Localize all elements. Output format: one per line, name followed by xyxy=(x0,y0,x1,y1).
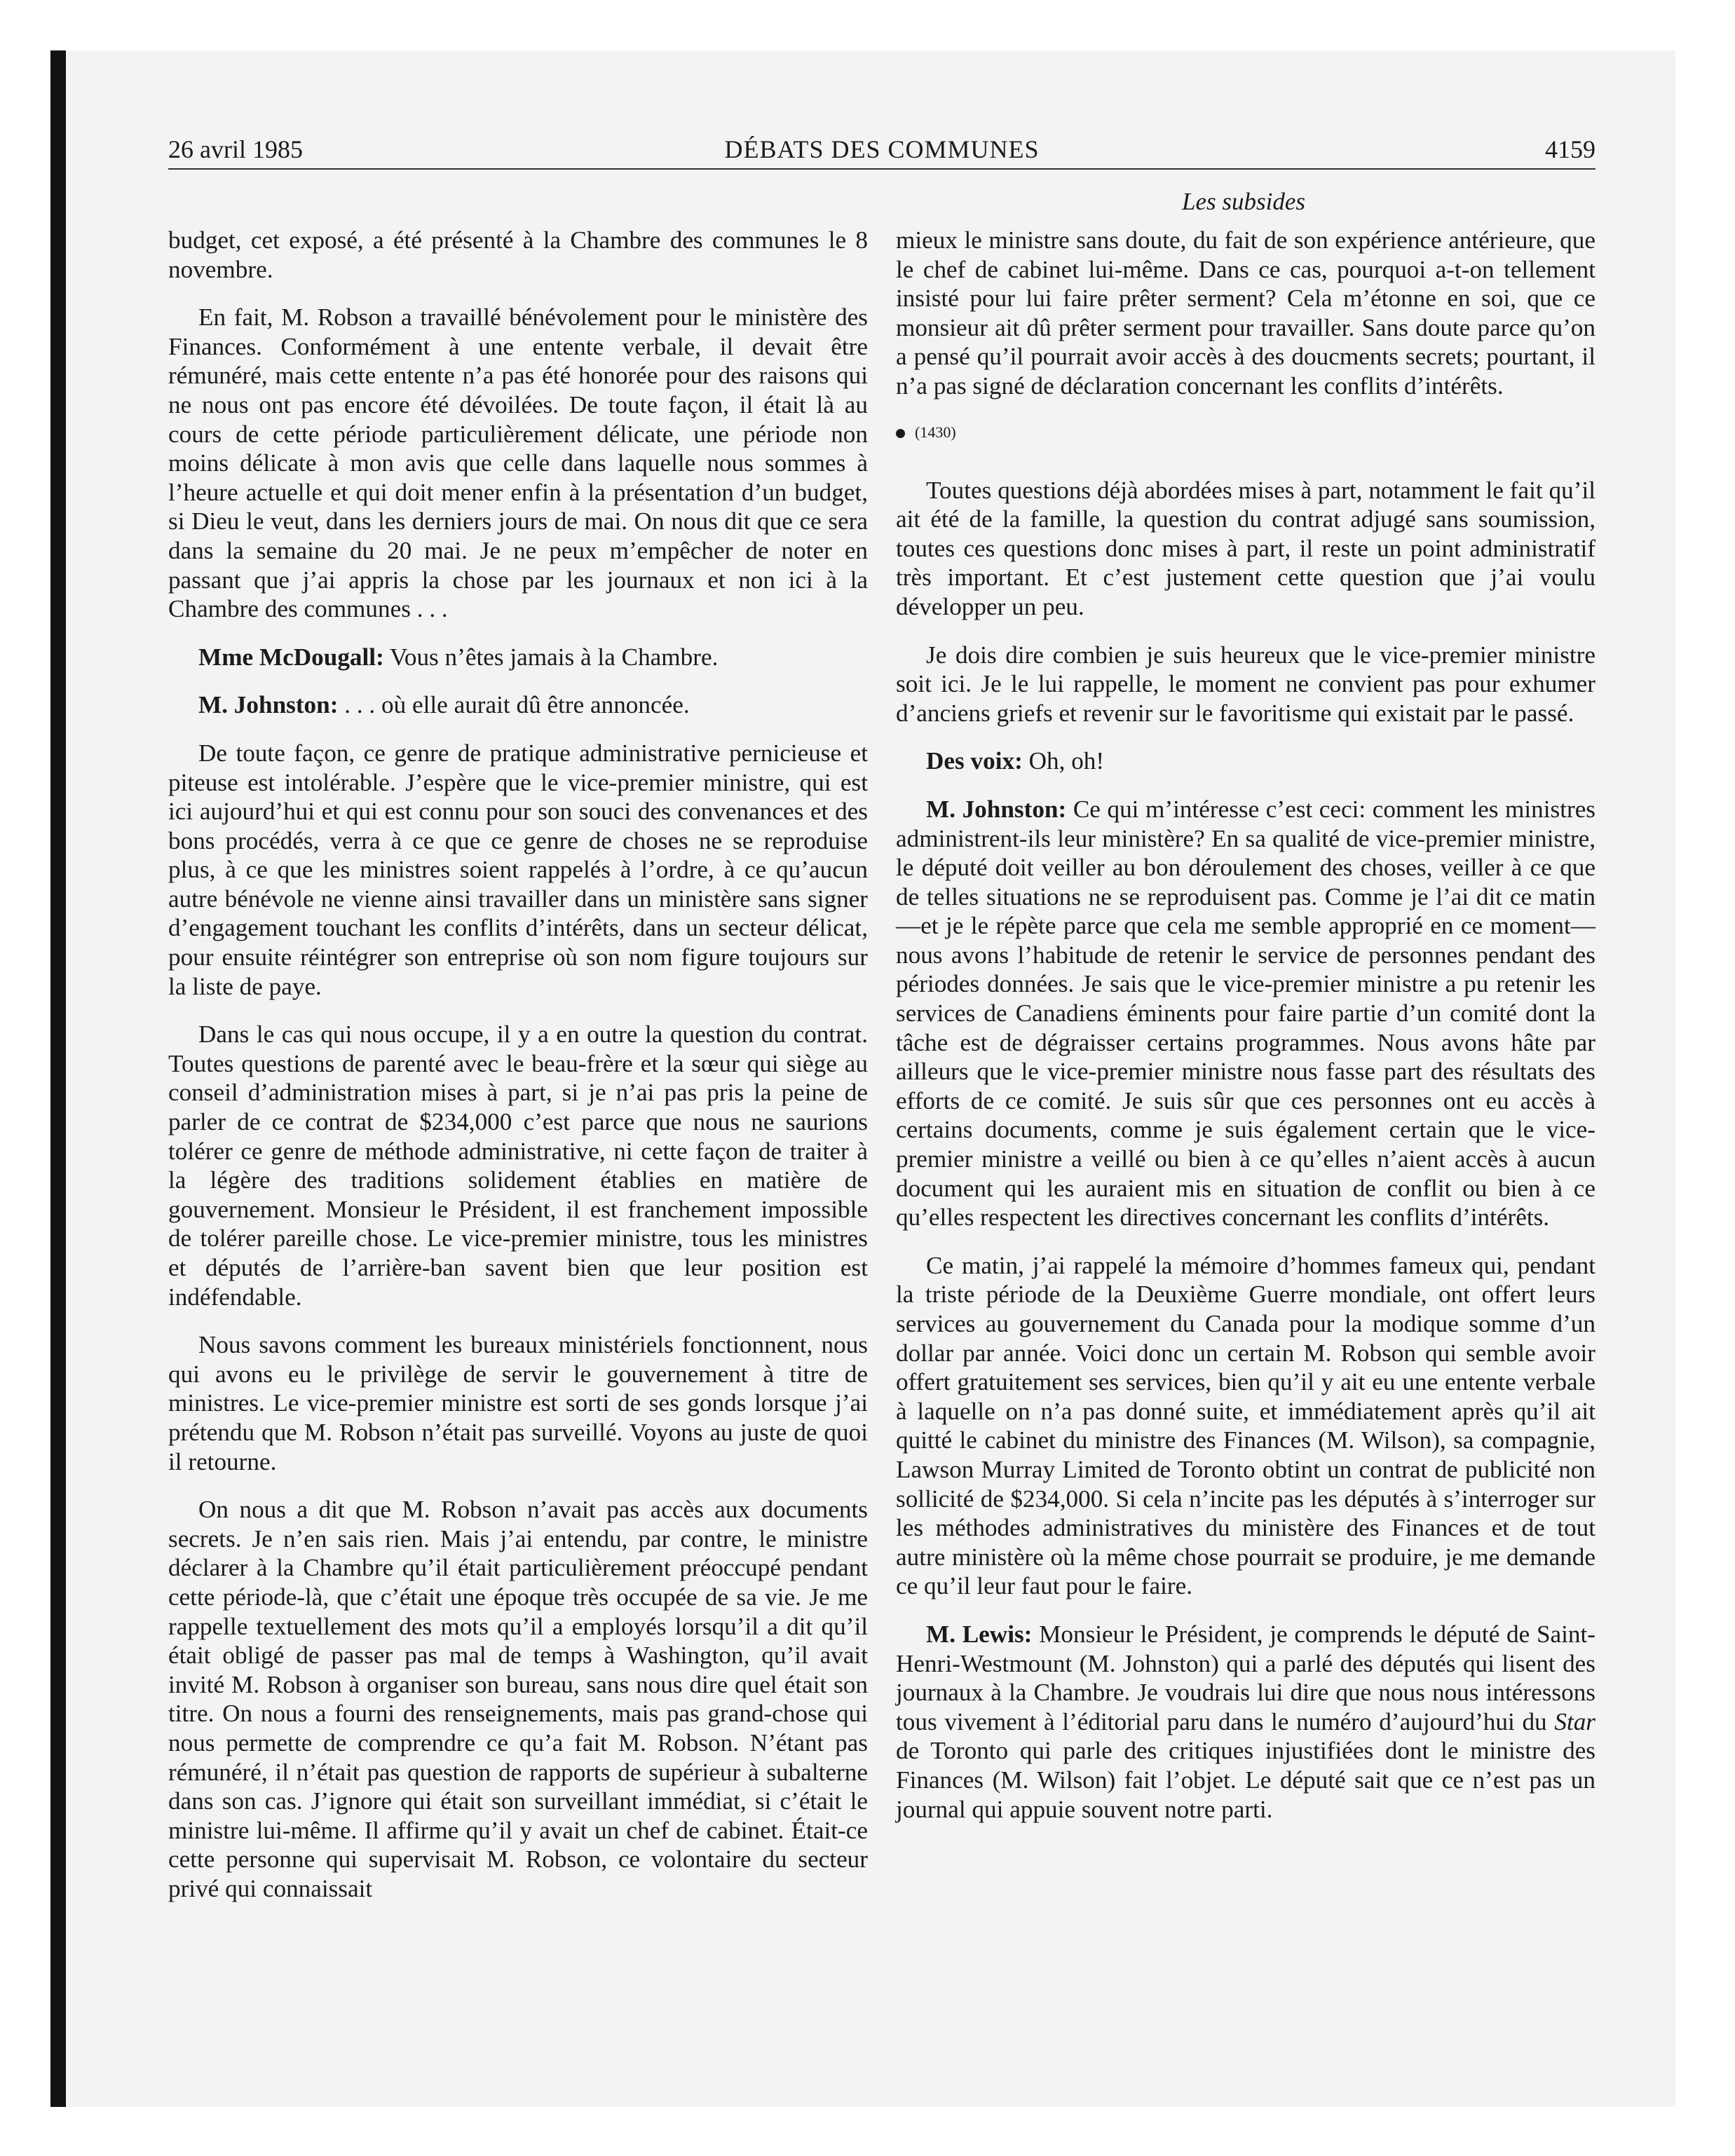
paragraph: mieux le ministre sans doute, du fait de son expérience antérieure, que le chef de cabinet lui-même. Dans ce cas, pourquoi a-t-on tellement insisté pour lui faire prêter serment? Cela m’étonne en soi, que ce monsieur ait dû prêter serment pour travailler. Sans doute parce qu’on a pensé qu’il pourrait avoir accès à des doucments secrets; pourtant, il n’a pas signé de déclaration concernant les conflits d’intérêts. xyxy=(896,226,1595,400)
speech-text: Oh, oh! xyxy=(1028,747,1105,775)
speech-paragraph xyxy=(168,690,868,720)
section-title: Les subsides xyxy=(1182,188,1305,215)
paragraph: En fait, M. Robson a travaillé bénévolement pour le ministère des Finances. Conformément à une entente verbale, il devait être rémunéré, mais cette entente n’a pas été honorée pour des raisons qui ne nous ont pas encore été dévoilées. De toute façon, il était là au cours de cette période particulièrement délicate, une période non moins délicate à mon avis que celle dans laquelle nous sommes à l’heure actuelle et qui doit mener enfin à la présentation d’un budget, si Dieu le veut, dans les derniers jours de mai. On nous dit que ce sera dans la semaine du 20 mai. Je ne peux m’empêcher de noter en passant que j’ai appris la chose par les journaux et non ici à la Chambre des communes . . . xyxy=(168,303,868,623)
paragraph: Ce matin, j’ai rappelé la mémoire d’hommes fameux qui, pendant la triste période de la Deuxième Guerre mondiale, ont offert leurs services au gouvernement du Canada pour la modique somme d’un dollar par année. Voici donc un certain M. Robson qui semble avoir offert gratuitement ses services, bien qu’il y ait eu une entente verbale à laquelle on n’a pas donné suite, et immédiatement après qu’il ait quitté le cabinet du ministre des Finances (M. Wilson), sa compagnie, Lawson Murray Limited de Toronto obtint un contrat de publicité non sollicité de $234,000. Si cela n’incite pas les députés à s’interroger sur les méthodes administratives du ministère des Finances et de tout autre ministère où la même chose pourrait se produire, je me demande ce qu’il leur faut pour le faire. xyxy=(896,1251,1595,1600)
speaker-name: Des voix: xyxy=(926,747,1023,775)
paragraph: De toute façon, ce genre de pratique administrative pernicieuse et piteuse est intolérable. J’espère que le vice-premier ministre, qui est ici aujourd’hui et qui est connu pour son souci des convenances et des bons procédés, verra à ce que ce genre de choses ne se reproduise plus, à ce que les ministres soient rappelés à l’ordre, à ce qu’aucun autre bénévole ne vienne ainsi travailler dans un ministère sans signer d’engagement touchant les conflits d’intérêts, dans un secteur délicat, pour ensuite réintégrer son entreprise où son nom figure toujours sur la liste de paye. xyxy=(168,739,868,1000)
speech-text: . . . où elle aurait dû être annoncée. xyxy=(344,691,690,719)
paragraph: Je dois dire combien je suis heureux que le vice-premier ministre soit ici. Je le lui rappelle, le moment ne convient pas pour exhumer d’anciens griefs et revenir sur le favoritisme qui existait par le passé. xyxy=(896,641,1595,727)
time-marker-text: (1430) xyxy=(915,423,956,441)
speech-text: Monsieur le Président, je comprends le député de Saint-Henri-Westmount (M. Johnston) qui a parlé des députés qui lisent des journaux à la Chambre. Je voudrais lui dire que nous nous intéressons tous vivement à l’éditorial paru dans le numéro d’aujourd’hui du xyxy=(896,1620,1595,1735)
paragraph: budget, cet exposé, a été présenté à la Chambre des communes le 8 novembre. xyxy=(168,226,868,283)
paragraph: Nous savons comment les bureaux ministériels fonctionnent, nous qui avons eu le privilège de servir le gouvernement à titre de ministres. Le vice-premier ministre est sorti de ses gonds lorsque j’ai prétendu que M. Robson n’était pas surveillé. Voyons au juste de quoi il retourne. xyxy=(168,1331,868,1475)
speech-text: Ce qui m’intéresse c’est ceci: comment les ministres administrent-ils leur ministère? En sa qualité de vice-premier ministre, le député doit veiller au bon déroulement des choses, veiller à ce que de telles situations ne se reproduisent pas. Comme je l’ai dit ce matin—et je le répète parce que cela me semble approprié en ce moment—nous avons l’habitude de retenir le service de personnes pendant des périodes données. Je sais que le vice-premier ministre a pu retenir les services de Canadiens éminents pour faire partie d’un comité dont la tâche est de dégraisser certains programmes. Nous avons hâte par ailleurs que le vice-premier ministre nous fasse part des résultats des efforts de ce comité. Je suis sûr que ces personnes ont eu accès à certains documents, comme je suis également certain que le vice-premier ministre a veillé ou bien à ce qu’elles n’aient accès à aucun document qui les auraient mis en situation de conflit ou bien à ce qu’elles respectent les directives concernant les conflits d’intérêts. xyxy=(896,795,1595,1231)
speech-paragraph xyxy=(168,643,868,672)
paragraph: On nous a dit que M. Robson n’avait pas accès aux documents secrets. Je n’en sais rien. Mais j’ai entendu, par contre, le ministre déclarer à la Chambre qu’il était particulièrement préoccupé pendant cette période-là, que c’était une époque très occupée de sa vie. Je me rappelle textuellement des mots qu’il a employés lorsqu’il a dit qu’il était obligé de passer pas mal de temps à Washington, qu’il avait invité M. Robson à organiser son bureau, sans nous dire quel était son titre. On nous a fourni des renseignements, mais pas grand-chose qui nous permette de comprendre ce qu’a fait M. Robson. N’étant pas rémunéré, il n’était pas question de rapports de supérieur à subalterne dans son cas. J’ignore qui était son surveillant immédiat, si c’était le ministre lui-même. Il affirme qu’il y avait un chef de cabinet. Était-ce cette personne qui supervisait M. Robson, ce volontaire du secteur privé qui connaissait xyxy=(168,1496,868,1902)
speaker-name: M. Lewis: xyxy=(926,1620,1033,1648)
speaker-name: Mme McDougall: xyxy=(198,643,384,671)
paragraph: Dans le cas qui nous occupe, il y a en outre la question du contrat. Toutes questions de parenté avec le beau-frère et la sœur qui siège au conseil d’administration mises à part, si je n’ai pas pris la peine de parler de ce contrat de $234,000 c’est parce que nous ne saurions tolérer ce genre de méthode administrative, ni cette façon de traiter à la légère des traditions solidement établies en matière de gouvernement. Monsieur le Président, il est franchement impossible de tolérer pareille chose. Le vice-premier ministre, tous les ministres et députés de l’arrière-ban savent bien que leur position est indéfendable. xyxy=(168,1021,868,1311)
speech-paragraph xyxy=(896,746,1595,776)
header-rule xyxy=(168,168,1595,170)
right-column xyxy=(896,226,1595,1843)
speech-paragraph xyxy=(896,1620,1595,1824)
speaker-name: M. Johnston: xyxy=(198,691,339,719)
paragraph: Toutes questions déjà abordées mises à part, notamment le fait qu’il ait été de la famille, la question du contrat adjugé sans soumission, toutes ces questions donc mises à part, il reste un point administratif très important. Et c’est justement cette question que j’ai voulu développer un peu. xyxy=(896,476,1595,620)
left-column xyxy=(168,226,868,1922)
scan-edge-shadow xyxy=(50,50,66,2107)
speech-paragraph xyxy=(896,795,1595,1232)
newspaper-title: Star xyxy=(1554,1707,1596,1735)
running-header xyxy=(168,130,1595,168)
header-date: 26 avril 1985 xyxy=(168,135,303,163)
page-number: 4159 xyxy=(1545,135,1595,163)
speech-text: Vous n’êtes jamais à la Chambre. xyxy=(389,643,719,671)
speech-text: de Toronto qui parle des critiques injustifiées dont le ministre des Finances (M. Wilson) fait l’objet. Le député sait que ce n’est pas un journal qui appuie souvent notre parti. xyxy=(896,1737,1595,1823)
speaker-name: M. Johnston: xyxy=(926,795,1067,823)
bullet-icon xyxy=(896,429,905,438)
header-title: DÉBATS DES COMMUNES xyxy=(724,135,1040,163)
time-marker xyxy=(896,420,1595,445)
